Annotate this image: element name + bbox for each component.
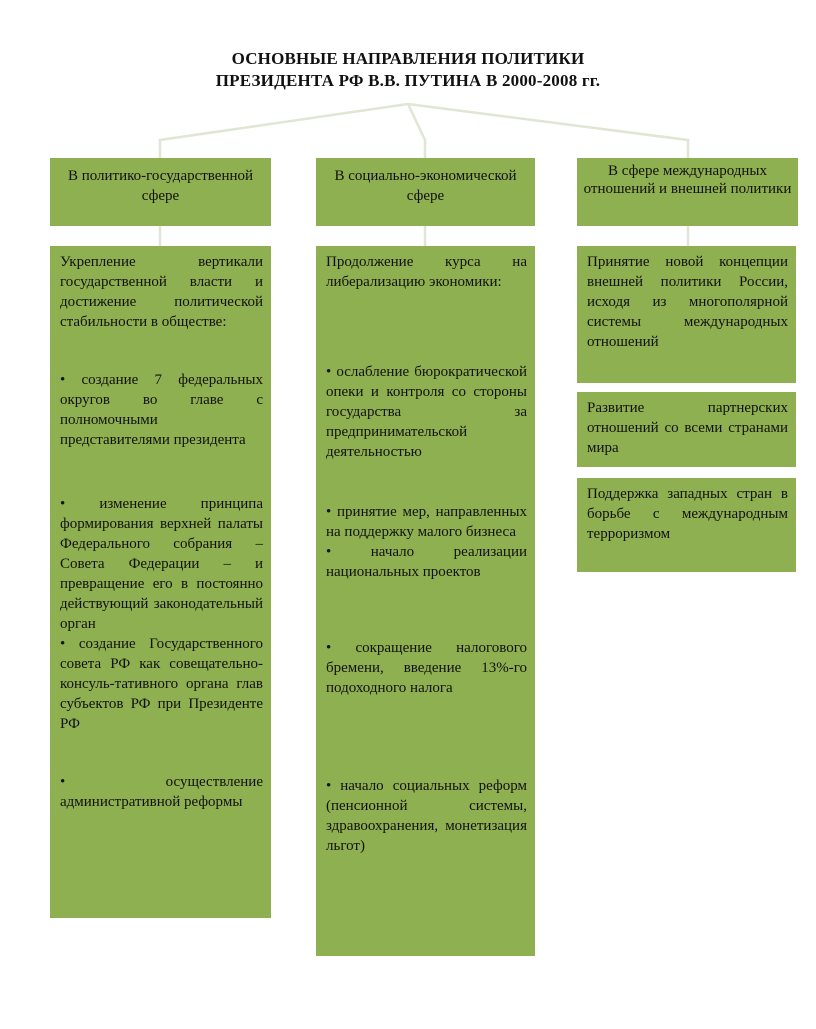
connector-title-to-col1	[160, 104, 408, 158]
column-header-socio-economic: В социально-экономической сфере	[316, 158, 535, 226]
political-item-3: • создание Государственного совета РФ как совещательно-консуль-тативного органа глав субъектов РФ при Президенте РФ	[60, 636, 263, 732]
economic-item-3: • начало реализации национальных проектов	[326, 544, 527, 580]
economic-item-4: • сокращение налогового бремени, введение 13%-го подоходного налога	[326, 640, 527, 696]
international-block-3	[577, 478, 796, 572]
page-title-line-2: ПРЕЗИДЕНТА РФ В.В. ПУТИНА В 2000-2008 гг.	[215, 71, 601, 90]
international-block-2	[577, 392, 796, 467]
economic-item-5: • начало социальных реформ (пенсионной системы, здравоохранения, монетизация льгот)	[326, 778, 527, 854]
international-block-2-text: Развитие партнерских отношений со всеми странами мира	[587, 400, 788, 456]
connector-title-to-col3	[408, 104, 688, 158]
column-header-political: В политико-государственной сфере	[50, 158, 271, 226]
political-item-2: • изменение принципа формирования верхней палаты Федерального собрания – Совета Федерации – и превращение его в постоянно действующий законодательный орган	[60, 496, 263, 632]
economic-item-2: • принятие мер, направленных на поддержку малого бизнеса	[326, 504, 527, 540]
political-item-4: • осуществление административной реформы	[60, 774, 263, 810]
international-block-1	[577, 246, 796, 383]
column-body-socio-economic	[316, 246, 535, 956]
international-block-1-text: Принятие новой концепции внешней политики России, исходя из многополярной системы международных отношений	[587, 254, 788, 350]
connector-title-to-col2	[408, 104, 425, 158]
page-title	[0, 48, 816, 92]
economic-item-1: • ослабление бюрократической опеки и контроля со стороны государства за предпринимательской деятельностью	[326, 364, 527, 460]
political-lead-text: Укрепление вертикали государственной власти и достижение политической стабильности в обществе:	[60, 254, 263, 330]
political-item-1: • создание 7 федеральных округов во главе с полномочными представителями президента	[60, 372, 263, 448]
column-header-international: В сфере международных отношений и внешней политики	[577, 158, 798, 226]
international-block-3-text: Поддержка западных стран в борьбе с международным терроризмом	[587, 486, 788, 542]
page-title-line-1: ОСНОВНЫЕ НАПРАВЛЕНИЯ ПОЛИТИКИ	[231, 49, 585, 68]
economic-lead-text: Продолжение курса на либерализацию экономики:	[326, 254, 527, 290]
column-body-political	[50, 246, 271, 918]
